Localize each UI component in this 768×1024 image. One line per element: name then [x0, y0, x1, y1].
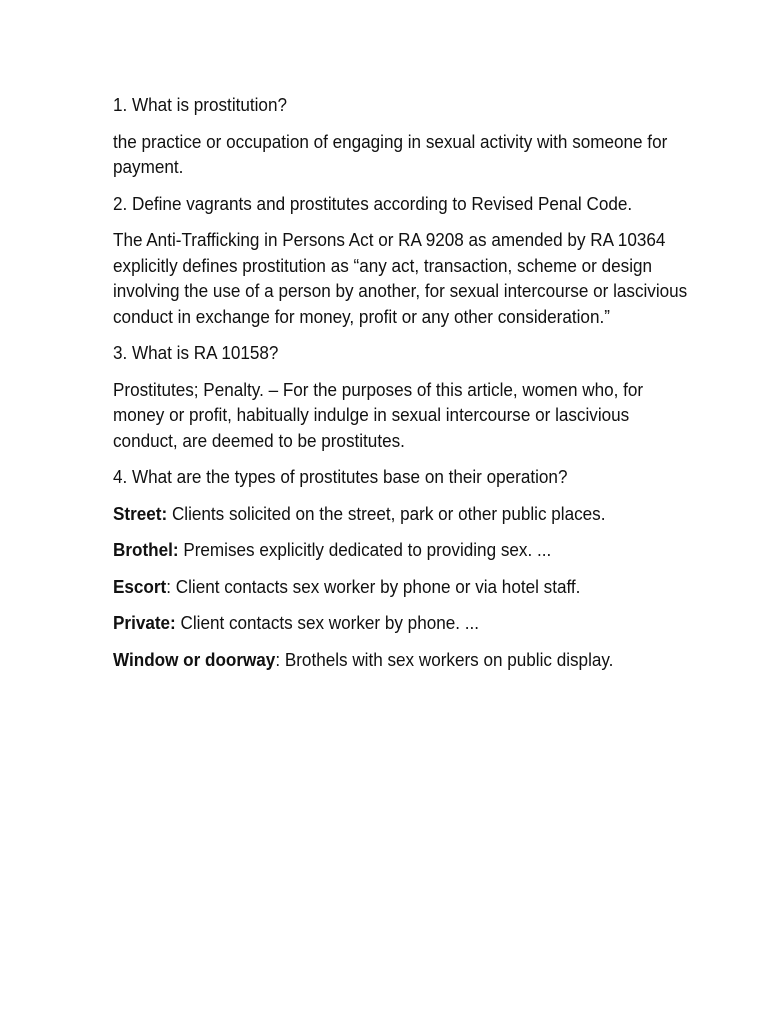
question-3: 3. What is RA 10158?	[113, 342, 279, 363]
type-term: Private:	[113, 612, 176, 633]
type-description: Premises explicitly dedicated to providing sex. ...	[178, 539, 552, 560]
type-window-or-doorway	[113, 647, 693, 673]
type-term: Window or doorway	[113, 648, 276, 670]
type-description: : Brothels with sex workers on public display.	[275, 648, 614, 670]
type-escort	[113, 574, 693, 600]
answer-2: The Anti-Trafficking in Persons Act or RA 9208 as amended by RA 10364 explicitly defines prostitution as “any act, transaction, scheme or design involving the use of a person by another, for sexual intercourse or lascivious conduct in exchange for money, profit or any other consideration.”	[113, 229, 688, 327]
type-term: Street:	[113, 502, 168, 524]
type-description: Clients solicited on the street, park or other public places.	[167, 502, 606, 524]
type-term: Escort	[113, 575, 167, 597]
answer-1: the practice or occupation of engaging in sexual activity with someone for payment.	[113, 130, 668, 177]
question-4: 4. What are the types of prostitutes base on their operation?	[113, 466, 568, 487]
question-1: 1. What is prostitution?	[113, 94, 287, 115]
type-description: Client contacts sex worker by phone. ...	[175, 612, 479, 633]
answer-3: Prostitutes; Penalty. – For the purposes of this article, women who, for money or profit, habitually indulge in sexual intercourse or lascivious conduct, are deemed to be prostitutes.	[113, 378, 644, 451]
type-street	[113, 501, 693, 527]
question-2: 2. Define vagrants and prostitutes according to Revised Penal Code.	[113, 192, 633, 214]
type-term: Brothel:	[113, 539, 179, 560]
document-page	[113, 92, 693, 683]
type-private	[113, 610, 693, 636]
type-brothel	[113, 537, 693, 563]
type-description: : Client contacts sex worker by phone or via hotel staff.	[166, 575, 581, 597]
